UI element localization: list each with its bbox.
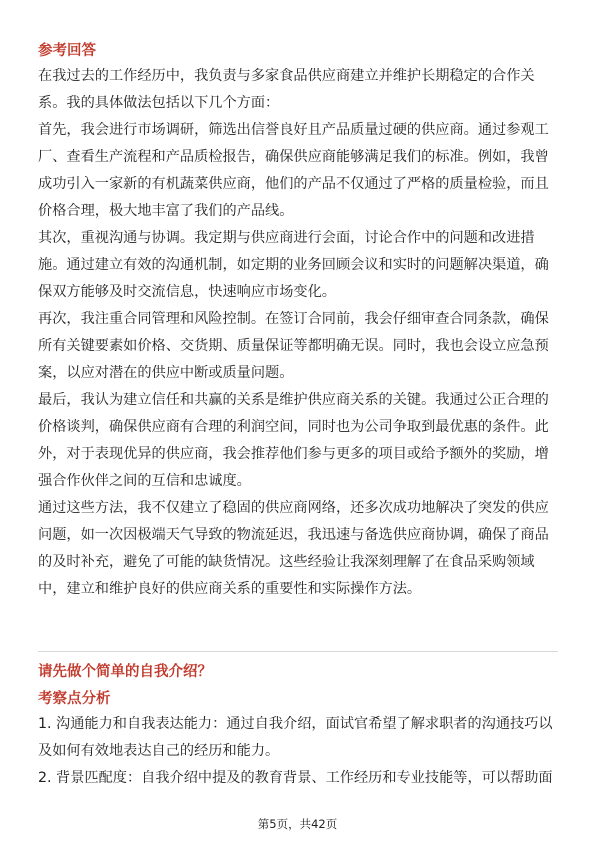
paragraph-line: 外，对于表现优异的供应商，我会推荐他们参与更多的项目或给予额外的奖励，增 xyxy=(38,446,549,462)
answer-paragraph-intro xyxy=(38,63,560,117)
paragraph-line: 及如何有效地表达自己的经历和能力。 xyxy=(38,743,280,759)
paragraph-line: 施。通过建立有效的沟通机制，如定期的业务回顾会议和实时的问题解决渠道，确 xyxy=(38,257,549,273)
paragraph-line: 系。我的具体做法包括以下几个方面： xyxy=(38,95,280,111)
paragraph-line: 首先，我会进行市场调研，筛选出信誉良好且产品质量过硬的供应商。通过参观工 xyxy=(38,122,549,138)
answer-paragraph-conclusion xyxy=(38,495,560,603)
paragraph-line: 在我过去的工作经历中，我负责与多家食品供应商建立并维护长期稳定的合作关 xyxy=(38,68,535,84)
paragraph-line: 所有关键要素如价格、交货期、质量保证等都明确无误。同时，我也会设立应急预 xyxy=(38,338,549,354)
paragraph-line: 其次，重视沟通与协调。我定期与供应商进行会面，讨论合作中的问题和改进措 xyxy=(38,230,535,246)
paragraph-line: 价格合理，极大地丰富了我们的产品线。 xyxy=(38,203,294,219)
question-title: 请先做个简单的自我介绍？ xyxy=(38,664,212,680)
paragraph-line: 最后，我认为建立信任和共赢的关系是维护供应商关系的关键。我通过公正合理的 xyxy=(38,392,549,408)
answer-paragraph-first xyxy=(38,117,560,225)
page-number: 第5页，共42页 xyxy=(257,817,338,831)
answer-paragraph-second xyxy=(38,225,560,306)
paragraph-line: 2. 背景匹配度：自我介绍中提及的教育背景、工作经历和专业技能等，可以帮助面 xyxy=(38,770,553,786)
paragraph-line: 通过这些方法，我不仅建立了稳固的供应商网络，还多次成功地解决了突发的供应 xyxy=(38,500,549,516)
paragraph-line: 问题，如一次因极端天气导致的物流延迟，我迅速与备选供应商协调，确保了商品 xyxy=(38,527,549,543)
analysis-point-2 xyxy=(38,765,560,792)
paragraph-line: 中，建立和维护良好的供应商关系的重要性和实际操作方法。 xyxy=(38,581,422,597)
section-divider xyxy=(38,651,558,652)
paragraph-line: 1. 沟通能力和自我表达能力：通过自我介绍，面试官希望了解求职者的沟通技巧以 xyxy=(38,716,553,732)
paragraph-line: 强合作伙伴之间的互信和忠诚度。 xyxy=(38,473,251,489)
answer-paragraph-fourth xyxy=(38,387,560,495)
paragraph-line: 成功引入一家新的有机蔬菜供应商，他们的产品不仅通过了严格的质量检验，而且 xyxy=(38,176,549,192)
paragraph-line: 保双方能够及时交流信息，快速响应市场变化。 xyxy=(38,284,336,300)
paragraph-line: 再次，我注重合同管理和风险控制。在签订合同前，我会仔细审查合同条款，确保 xyxy=(38,311,549,327)
answer-heading: 参考回答 xyxy=(38,43,96,59)
paragraph-line: 的及时补充，避免了可能的缺货情况。这些经验让我深刻理解了在食品采购领域 xyxy=(38,554,535,570)
paragraph-line: 厂、查看生产流程和产品质检报告，确保供应商能够满足我们的标准。例如，我曾 xyxy=(38,149,549,165)
paragraph-line: 案，以应对潜在的供应中断或质量问题。 xyxy=(38,365,294,381)
analysis-point-1 xyxy=(38,711,560,765)
paragraph-line: 价格谈判，确保供应商有合理的利润空间，同时也为公司争取到最优惠的条件。此 xyxy=(38,419,549,435)
answer-paragraph-third xyxy=(38,306,560,387)
analysis-heading: 考察点分析 xyxy=(38,691,111,707)
